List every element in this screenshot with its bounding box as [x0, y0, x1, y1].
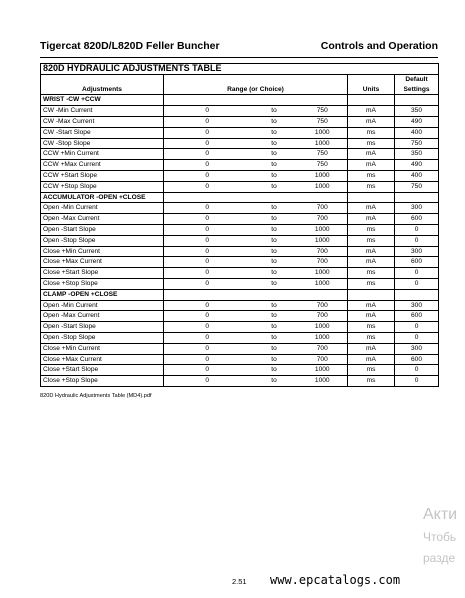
unit: mA — [348, 149, 395, 160]
range-to: to — [251, 322, 298, 333]
range-max: 700 — [298, 203, 348, 214]
section-title: CLAMP -OPEN +CLOSE — [41, 289, 164, 300]
range-to: to — [251, 160, 298, 171]
section-header-row — [41, 289, 439, 300]
table-row — [41, 235, 439, 246]
range-to: to — [251, 203, 298, 214]
unit: ms — [348, 268, 395, 279]
range-max: 700 — [298, 246, 348, 257]
table-header-row — [41, 74, 439, 95]
table-row — [41, 354, 439, 365]
section-units-spacer — [348, 95, 395, 106]
section-default-spacer — [395, 95, 439, 106]
range-to: to — [251, 181, 298, 192]
section-default-spacer — [395, 192, 439, 203]
range-min: 0 — [164, 332, 251, 343]
default-setting: 600 — [395, 311, 439, 322]
unit: ms — [348, 235, 395, 246]
table-row — [41, 214, 439, 225]
range-min: 0 — [164, 138, 251, 149]
column-header-adjustments: Adjustments — [41, 74, 164, 95]
range-to: to — [251, 365, 298, 376]
unit: mA — [348, 257, 395, 268]
header-divider — [40, 57, 438, 58]
adjustment-name: CCW +Start Slope — [41, 170, 164, 181]
table-row — [41, 138, 439, 149]
unit: mA — [348, 214, 395, 225]
range-to: to — [251, 257, 298, 268]
hydraulic-adjustments-table — [40, 63, 439, 387]
range-to: to — [251, 106, 298, 117]
range-max: 750 — [298, 116, 348, 127]
adjustment-name: Open -Stop Slope — [41, 235, 164, 246]
range-max: 1000 — [298, 322, 348, 333]
table-row — [41, 300, 439, 311]
table-row — [41, 224, 439, 235]
section-title: WRIST -CW +CCW — [41, 95, 164, 106]
adjustment-name: CCW +Max Current — [41, 160, 164, 171]
range-max: 700 — [298, 354, 348, 365]
adjustment-name: Close +Min Current — [41, 343, 164, 354]
default-setting: 750 — [395, 181, 439, 192]
unit: ms — [348, 332, 395, 343]
range-max: 1000 — [298, 278, 348, 289]
range-max: 700 — [298, 343, 348, 354]
range-min: 0 — [164, 203, 251, 214]
table-row — [41, 376, 439, 387]
range-to: to — [251, 278, 298, 289]
default-setting: 400 — [395, 127, 439, 138]
range-to: to — [251, 354, 298, 365]
default-setting: 0 — [395, 278, 439, 289]
range-max: 700 — [298, 300, 348, 311]
adjustment-name: Close +Max Current — [41, 257, 164, 268]
range-min: 0 — [164, 149, 251, 160]
unit: mA — [348, 300, 395, 311]
range-to: to — [251, 116, 298, 127]
default-label-line2: Settings — [403, 85, 430, 93]
section-range-spacer — [164, 95, 348, 106]
range-min: 0 — [164, 311, 251, 322]
chapter-title: Controls and Operation — [320, 40, 438, 52]
section-header-row — [41, 192, 439, 203]
table-title: 820D HYDRAULIC ADJUSTMENTS TABLE — [41, 64, 439, 75]
table-row — [41, 332, 439, 343]
range-min: 0 — [164, 300, 251, 311]
table-row — [41, 170, 439, 181]
adjustment-name: Open -Max Current — [41, 311, 164, 322]
site-watermark: www.epcatalogs.com — [270, 573, 401, 587]
adjustment-name: Close +Stop Slope — [41, 278, 164, 289]
range-max: 1000 — [298, 365, 348, 376]
default-setting: 0 — [395, 332, 439, 343]
adjustment-name: Open -Min Current — [41, 203, 164, 214]
default-setting: 300 — [395, 246, 439, 257]
range-max: 1000 — [298, 268, 348, 279]
adjustment-name: CW -Min Current — [41, 106, 164, 117]
range-min: 0 — [164, 106, 251, 117]
default-setting: 0 — [395, 235, 439, 246]
table-row — [41, 106, 439, 117]
range-to: to — [251, 138, 298, 149]
range-min: 0 — [164, 257, 251, 268]
range-max: 1000 — [298, 138, 348, 149]
range-min: 0 — [164, 224, 251, 235]
table-row — [41, 343, 439, 354]
adjustment-name: Open -Start Slope — [41, 224, 164, 235]
adjustment-name: CCW +Stop Slope — [41, 181, 164, 192]
range-to: to — [251, 332, 298, 343]
range-max: 700 — [298, 257, 348, 268]
table-row — [41, 246, 439, 257]
range-max: 1000 — [298, 235, 348, 246]
range-to: to — [251, 149, 298, 160]
default-setting: 490 — [395, 116, 439, 127]
unit: ms — [348, 365, 395, 376]
default-setting: 0 — [395, 365, 439, 376]
adjustment-name: Close +Start Slope — [41, 268, 164, 279]
range-min: 0 — [164, 268, 251, 279]
range-max: 750 — [298, 160, 348, 171]
range-min: 0 — [164, 246, 251, 257]
default-setting: 0 — [395, 376, 439, 387]
range-min: 0 — [164, 354, 251, 365]
table-row — [41, 268, 439, 279]
range-to: to — [251, 235, 298, 246]
unit: ms — [348, 181, 395, 192]
column-header-default-settings — [395, 74, 439, 95]
adjustment-name: Close +Start Slope — [41, 365, 164, 376]
range-max: 750 — [298, 106, 348, 117]
footnote: 820D Hydraulic Adjustments Table (MD4).pdf — [40, 393, 152, 399]
range-max: 1000 — [298, 127, 348, 138]
adjustment-name: CCW +Min Current — [41, 149, 164, 160]
range-to: to — [251, 224, 298, 235]
default-setting: 600 — [395, 214, 439, 225]
default-setting: 400 — [395, 170, 439, 181]
range-to: to — [251, 300, 298, 311]
adjustment-name: Close +Max Current — [41, 354, 164, 365]
default-setting: 600 — [395, 354, 439, 365]
range-max: 1000 — [298, 332, 348, 343]
default-setting: 300 — [395, 343, 439, 354]
table-row — [41, 311, 439, 322]
default-setting: 350 — [395, 149, 439, 160]
default-label-line1: Default — [405, 75, 428, 83]
table-row — [41, 365, 439, 376]
section-units-spacer — [348, 289, 395, 300]
range-min: 0 — [164, 376, 251, 387]
section-range-spacer — [164, 289, 348, 300]
range-to: to — [251, 268, 298, 279]
column-header-range: Range (or Choice) — [164, 74, 348, 95]
range-min: 0 — [164, 322, 251, 333]
table-row — [41, 278, 439, 289]
table-row — [41, 257, 439, 268]
activation-watermark-line2: Чтобь — [423, 530, 457, 544]
unit: mA — [348, 311, 395, 322]
unit: mA — [348, 106, 395, 117]
document-title: Tigercat 820D/L820D Feller Buncher — [40, 40, 220, 52]
adjustment-name: Open -Min Current — [41, 300, 164, 311]
range-min: 0 — [164, 170, 251, 181]
range-to: to — [251, 170, 298, 181]
range-max: 700 — [298, 311, 348, 322]
column-header-units: Units — [348, 74, 395, 95]
default-setting: 0 — [395, 224, 439, 235]
table-row — [41, 116, 439, 127]
adjustment-name: Open -Start Slope — [41, 322, 164, 333]
range-max: 1000 — [298, 376, 348, 387]
adjustment-name: CW -Stop Slope — [41, 138, 164, 149]
section-header-row — [41, 95, 439, 106]
unit: mA — [348, 116, 395, 127]
adjustment-name: CW -Start Slope — [41, 127, 164, 138]
range-max: 1000 — [298, 170, 348, 181]
table-row — [41, 127, 439, 138]
adjustment-name: Close +Min Current — [41, 246, 164, 257]
unit: mA — [348, 203, 395, 214]
range-min: 0 — [164, 160, 251, 171]
range-to: to — [251, 376, 298, 387]
range-min: 0 — [164, 235, 251, 246]
range-min: 0 — [164, 365, 251, 376]
unit: ms — [348, 376, 395, 387]
table-title-row — [41, 64, 439, 75]
range-min: 0 — [164, 278, 251, 289]
unit: ms — [348, 224, 395, 235]
range-max: 1000 — [298, 224, 348, 235]
default-setting: 490 — [395, 160, 439, 171]
section-units-spacer — [348, 192, 395, 203]
activation-watermark-line3: разде — [423, 551, 456, 565]
unit: ms — [348, 170, 395, 181]
default-setting: 300 — [395, 300, 439, 311]
default-setting: 300 — [395, 203, 439, 214]
unit: ms — [348, 127, 395, 138]
range-to: to — [251, 127, 298, 138]
activation-watermark-line1: Акти — [423, 506, 458, 523]
section-range-spacer — [164, 192, 348, 203]
range-min: 0 — [164, 343, 251, 354]
table-row — [41, 322, 439, 333]
range-min: 0 — [164, 127, 251, 138]
range-min: 0 — [164, 181, 251, 192]
unit: mA — [348, 343, 395, 354]
adjustment-name: Open -Stop Slope — [41, 332, 164, 343]
default-setting: 350 — [395, 106, 439, 117]
adjustment-name: Close +Stop Slope — [41, 376, 164, 387]
adjustment-name: CW -Max Current — [41, 116, 164, 127]
default-setting: 600 — [395, 257, 439, 268]
section-default-spacer — [395, 289, 439, 300]
range-to: to — [251, 311, 298, 322]
unit: ms — [348, 138, 395, 149]
default-setting: 0 — [395, 268, 439, 279]
table-row — [41, 149, 439, 160]
range-max: 700 — [298, 214, 348, 225]
table-row — [41, 203, 439, 214]
section-title: ACCUMULATOR -OPEN +CLOSE — [41, 192, 164, 203]
range-to: to — [251, 214, 298, 225]
unit: mA — [348, 354, 395, 365]
range-min: 0 — [164, 116, 251, 127]
table-row — [41, 160, 439, 171]
range-max: 1000 — [298, 181, 348, 192]
unit: ms — [348, 278, 395, 289]
default-setting: 750 — [395, 138, 439, 149]
range-max: 750 — [298, 149, 348, 160]
default-setting: 0 — [395, 322, 439, 333]
table-row — [41, 181, 439, 192]
unit: ms — [348, 322, 395, 333]
range-to: to — [251, 246, 298, 257]
page-number: 2.51 — [232, 577, 247, 586]
unit: mA — [348, 246, 395, 257]
unit: mA — [348, 160, 395, 171]
range-min: 0 — [164, 214, 251, 225]
range-to: to — [251, 343, 298, 354]
adjustment-name: Open -Max Current — [41, 214, 164, 225]
